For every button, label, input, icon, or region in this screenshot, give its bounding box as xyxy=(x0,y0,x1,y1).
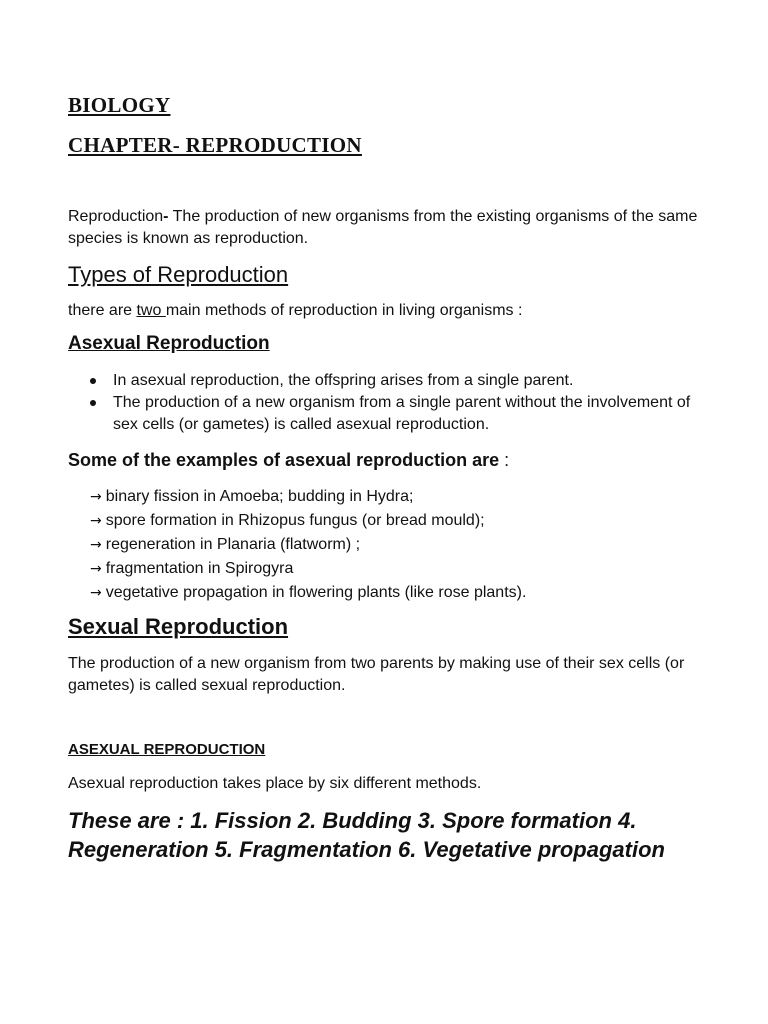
bullet-dot-icon xyxy=(90,378,96,384)
methods-underlined: two xyxy=(136,302,166,319)
definition-text: The production of new organisms from the existing organisms of the same species is known as reproduction. xyxy=(68,208,698,247)
definition-term: Reproduction xyxy=(68,208,164,225)
example-text: spore formation in Rhizopus fungus (or bread mould); xyxy=(105,512,485,529)
asexual-heading: Asexual Reproduction xyxy=(68,333,270,354)
methods-list-text: These are : 1. Fission 2. Budding 3. Spore formation 4. Regeneration 5. Fragmentation 6. Vegetative propagation xyxy=(68,808,665,862)
six-methods-text: Asexual reproduction takes place by six different methods. xyxy=(68,775,482,792)
asexual-caps-heading: ASEXUAL REPRODUCTION xyxy=(68,741,266,758)
bullet-text: In asexual reproduction, the offspring arises from a single parent. xyxy=(113,372,574,389)
example-item xyxy=(68,485,526,509)
example-item xyxy=(68,581,526,605)
bullet-dot-icon xyxy=(90,400,96,406)
methods-before: there are xyxy=(68,302,137,319)
bullet-item xyxy=(68,370,693,392)
right-arrow-icon: → xyxy=(90,513,102,529)
chapter-title: CHAPTER- REPRODUCTION xyxy=(68,133,362,157)
right-arrow-icon: → xyxy=(90,489,102,505)
reproduction-definition xyxy=(68,206,698,250)
examples-list xyxy=(68,485,526,605)
bullet-item xyxy=(68,392,693,436)
example-text: regeneration in Planaria (flatworm) ; xyxy=(105,536,361,553)
subject-title: BIOLOGY xyxy=(68,93,171,117)
examples-heading-bold: Some of the examples of asexual reproduction are xyxy=(68,450,500,470)
bullet-text: The production of a new organism from a single parent without the involvement of sex cells (or gametes) is called asexual reproduction. xyxy=(113,394,691,433)
right-arrow-icon: → xyxy=(90,561,102,577)
example-text: binary fission in Amoeba; budding in Hydra; xyxy=(105,488,414,505)
right-arrow-icon: → xyxy=(90,537,102,553)
methods-line xyxy=(68,300,698,322)
definition-dash: - xyxy=(163,208,169,225)
examples-heading-colon: : xyxy=(499,450,510,470)
types-heading: Types of Reproduction xyxy=(68,262,289,287)
methods-after: main methods of reproduction in living organisms : xyxy=(165,302,523,319)
example-item xyxy=(68,509,526,533)
asexual-bullet-list xyxy=(68,370,693,436)
example-item xyxy=(68,557,526,581)
examples-heading xyxy=(68,450,509,471)
sexual-heading: Sexual Reproduction xyxy=(68,614,289,639)
right-arrow-icon: → xyxy=(90,585,102,601)
example-text: vegetative propagation in flowering plants (like rose plants). xyxy=(105,584,527,601)
example-item xyxy=(68,533,526,557)
example-text: fragmentation in Spirogyra xyxy=(105,560,294,577)
sexual-definition: The production of a new organism from two parents by making use of their sex cells (or gametes) is called sexual reproduction. xyxy=(68,655,685,694)
